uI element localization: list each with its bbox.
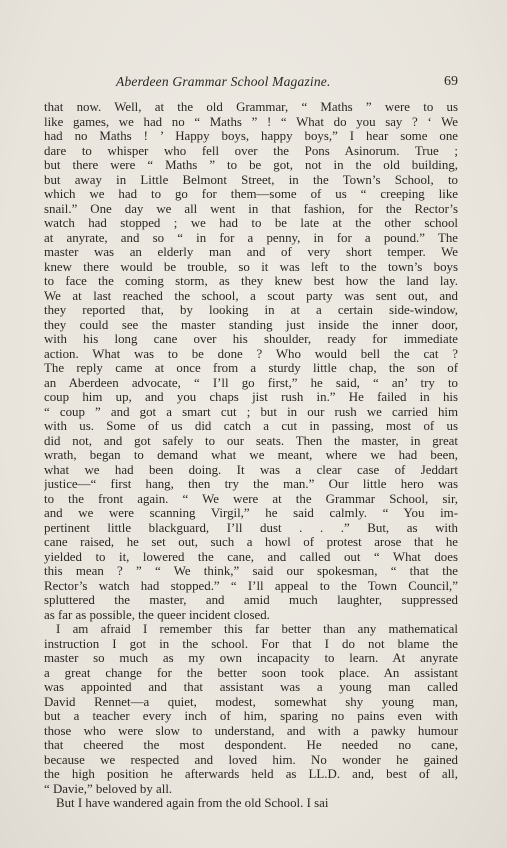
text-line: did not, and got safely to our seats. Then the master, in great [44, 433, 458, 448]
text-line: master so much as my own incapacity to learn. At anyrate [44, 651, 458, 665]
text-line: because we respected and loved him. No wonder he gained [44, 752, 458, 767]
text-line: was appointed and that assistant was a young man called [44, 680, 458, 694]
text-line: coup him up, and you chaps jist rush in.” He failed in his [44, 390, 458, 404]
text-line: which we had to go for them—some of us “ creeping like [44, 187, 458, 201]
text-line: had no Maths ! ’ Happy boys, happy boys,” I hear some one [44, 129, 458, 143]
text-line: with us. Some of us did catch a cut in passing, most of us [44, 419, 458, 433]
text-line: David Rennet—a quiet, modest, somewhat shy young man, [44, 694, 458, 709]
text-line: wrath, began to demand what we meant, where we had been, [44, 448, 458, 462]
page-number: 69 [444, 74, 458, 89]
text-line: like games, we had no “ Maths ” ! “ What do you say ? ‘ We [44, 114, 458, 129]
text-line: instruction I got in the school. For that I do not blame the [44, 636, 458, 651]
text-line: the high position he afterwards held as LL.D. and, best of all, [44, 767, 458, 781]
text-line: We at last reached the school, a scout party was sent out, and [44, 288, 458, 303]
text-line: action. What was to be done ? Who would bell the cat ? [44, 346, 458, 361]
text-line: cane raised, he set out, such a howl of protest arose that he [44, 535, 458, 549]
running-head [44, 74, 458, 90]
text-line: but a teacher every inch of him, sparing no pains even with [44, 709, 458, 723]
text-line: “ Davie,” beloved by all. [44, 781, 173, 796]
text-line: an Aberdeen advocate, “ I’ll go first,” he said, “ an’ try to [44, 375, 458, 390]
text-line: as far as possible, the queer incident closed. [44, 607, 270, 622]
text-line: justice—“ first hang, then try the man.” Our little hero was [44, 477, 458, 491]
text-line: what we had been doing. It was a clear case of Jeddart [44, 462, 458, 477]
text-line: master was an elderly man and of very short temper. We [44, 245, 458, 259]
text-line: that cheered the most despondent. He needed no cane, [44, 738, 458, 752]
text-line: to face the coming storm, as they knew best how the land lay. [44, 274, 458, 288]
text-line: to the front again. “ We were at the Grammar School, sir, [44, 491, 458, 506]
text-line: at anyrate, and so “ in for a penny, in for a pound.” The [44, 230, 458, 245]
text-line: this mean ? ” “ We think,” said our spokesman, “ that the [44, 564, 458, 578]
text-line: they could see the master standing just inside the inner door, [44, 317, 458, 332]
text-line: spluttered the master, and amid much laughter, suppressed [44, 593, 458, 607]
text-line: “ coup ” and got a smart cut ; but in our rush we carried him [44, 404, 458, 419]
text-line: dare to whisper who fell over the Pons Asinorum. True ; [44, 143, 458, 158]
text-line: knew there would be trouble, so it was left to the town’s boys [44, 259, 458, 274]
text-line: but there were “ Maths ” to be got, not in the old building, [44, 158, 458, 172]
text-line: The reply came at once from a sturdy little chap, the son of [44, 361, 458, 375]
body-text [44, 100, 458, 811]
text-line: but away in Little Belmont Street, in the Town’s School, to [44, 172, 458, 187]
text-line: and we were scanning Virgil,” he said calmly. “ You im- [44, 506, 458, 520]
text-line: Rector’s watch had stopped.” “ I’ll appeal to the Town Council,” [44, 578, 458, 593]
text-line: watch had stopped ; we had to be late at the other school [44, 216, 458, 230]
text-line: But I have wandered again from the old School. I sai [56, 796, 329, 810]
text-line: yielded to it, lowered the cane, and called out “ What does [44, 549, 458, 564]
text-line: I am afraid I remember this far better than any mathematical [56, 622, 458, 636]
text-line: that now. Well, at the old Grammar, “ Maths ” were to us [44, 100, 458, 114]
text-line: those who were slow to understand, and with a pawky humour [44, 723, 458, 738]
text-line: with his long cane over his shoulder, ready for immediate [44, 332, 458, 346]
text-line: they reported that, by looking in at a certain side-window, [44, 303, 458, 317]
text-line: a great change for the better soon took place. An assistant [44, 665, 458, 680]
text-line: pertinent little blackguard, I’ll dust . . .” But, as with [44, 520, 458, 535]
running-title: Aberdeen Grammar School Magazine. [116, 74, 331, 89]
text-line: snail.” One day we all went in that fashion, for the Rector’s [44, 201, 458, 216]
